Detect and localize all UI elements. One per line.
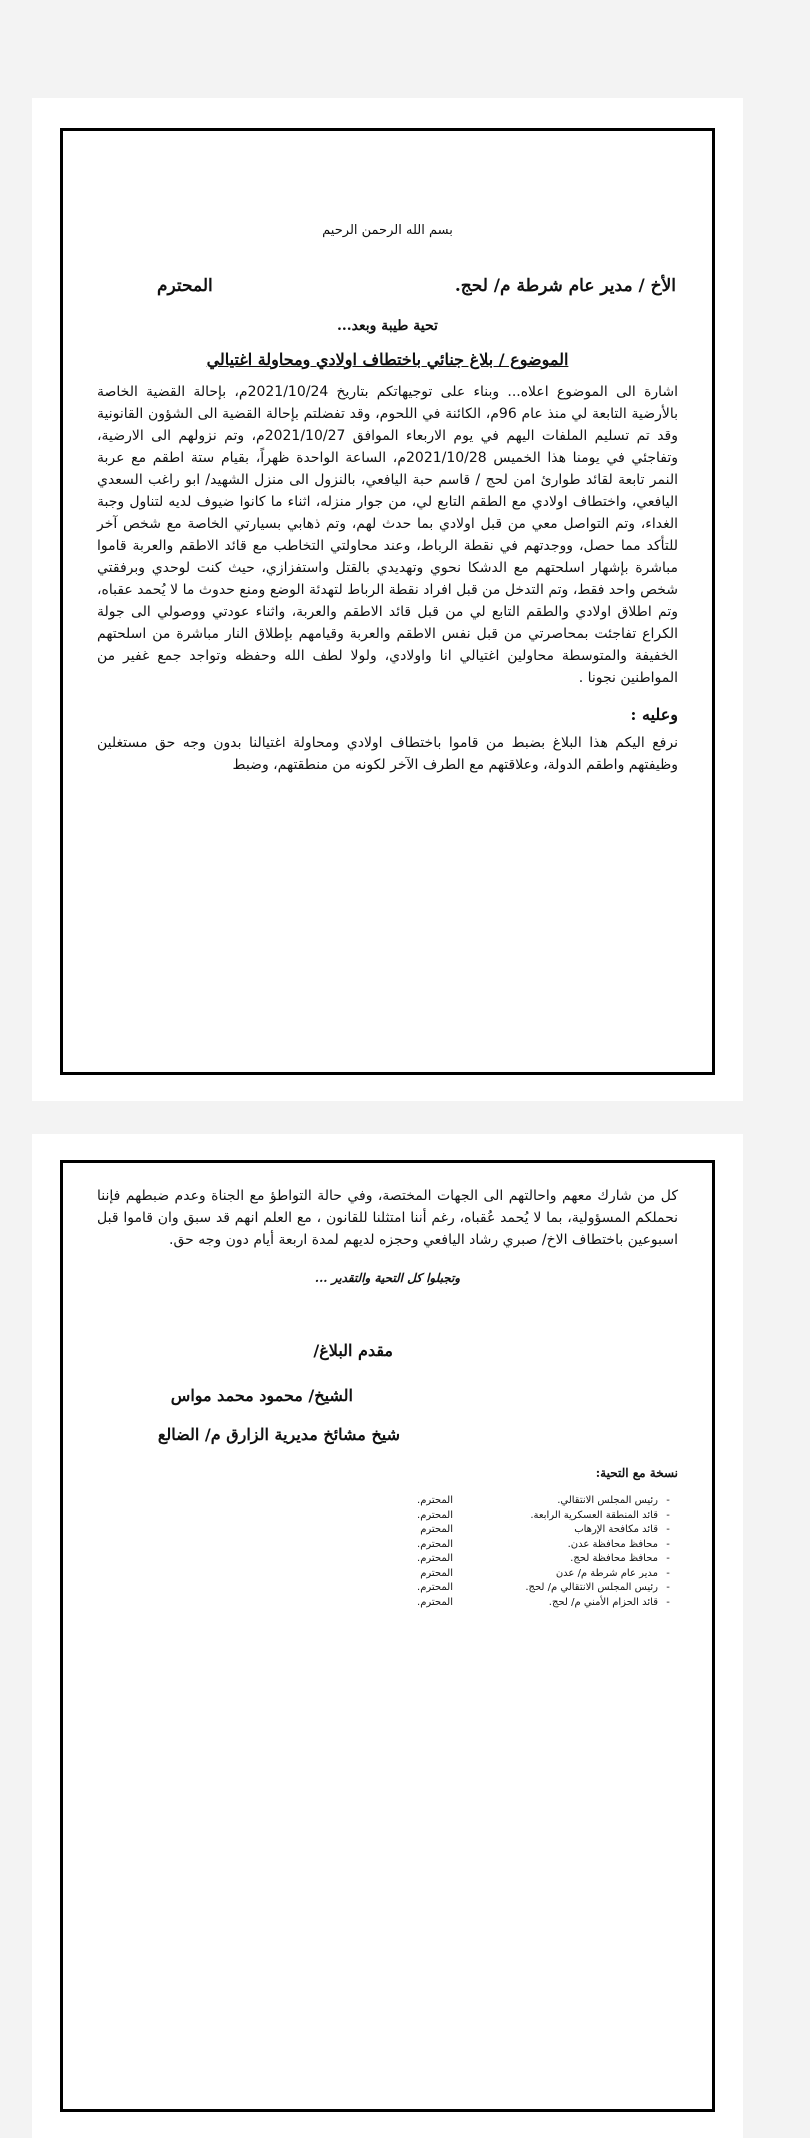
cc-bullet: - (666, 1553, 670, 1564)
cc-item (97, 1596, 678, 1611)
cc-honorific: المحترم. (417, 1538, 453, 1550)
subject-line: الموضوع / بلاغ جنائي باختطاف اولادي ومحاولة اغتيالي (206, 350, 569, 369)
continuation-paragraph: كل من شارك معهم واحالتهم الى الجهات المختصة، وفي حالة التواطؤ مع الجناة وعدم ضبطهم فإننا نحملكم المسؤولية، بما لا يُحمد عُقباه، رغم أننا امتثلنا للقانون ، مع العلم انهم قد سبق وان قاموا قبل اسبوعين باختطاف الاخ/ صبري رشاد اليافعي وحجزه لديهم لمدة اربعة أيام دون وجه حق. (97, 1188, 678, 1248)
cc-title: نسخة مع التحية: (595, 1466, 678, 1480)
cc-honorific: المحترم. (417, 1596, 453, 1608)
cc-bullet: - (666, 1495, 670, 1506)
cc-recipient: قائد المنطقة العسكرية الرابعة. (530, 1509, 658, 1521)
cc-honorific: المحترم (420, 1524, 453, 1535)
cc-recipient: محافظ محافظة لحج. (570, 1553, 658, 1564)
cc-honorific: المحترم. (417, 1509, 453, 1521)
addressee: الأخ / مدير عام شرطة م/ لحج. (454, 276, 676, 296)
addressee-row (97, 276, 678, 296)
cc-item (97, 1509, 678, 1524)
closing-line: وتجبلوا كل التحية والتقدير ... (314, 1271, 461, 1285)
page-border (60, 128, 715, 1075)
cc-item (97, 1538, 678, 1553)
cc-bullet: - (666, 1538, 670, 1550)
cc-recipient: قائد مكافحة الإرهاب (574, 1524, 658, 1535)
document-page-1 (32, 98, 743, 1101)
page-border (60, 1160, 715, 2112)
cc-recipient: محافظ محافظة عدن. (567, 1538, 658, 1550)
cc-item (97, 1581, 678, 1596)
therefore-heading: وعليه : (630, 705, 678, 724)
cc-honorific: المحترم. (417, 1582, 453, 1593)
cc-honorific: المحترم. (417, 1553, 453, 1564)
cc-bullet: - (666, 1509, 670, 1521)
body-paragraph: اشارة الى الموضوع اعلاه... وبناء على توجيهاتكم بتاريخ 2021/10/24م، بإحالة القضية الخاصة بالأرضية التابعة لي منذ عام 96م، الكائنة في اللحوم، وقد تفضلتم بإحالة القضية الى الشؤون القانونية وقد تم تسليم الملفات اليهم في يوم الاربعاء الموافق 2021/10/27م، وتم نزولهم الى الارضية، وتفاجئي في يومنا هذا الخميس 2021/10/28م، الساعة الواحدة ظهراً، بقيام ستة اطقم مع عربة النمر تابعة لقائد طوارئ امن لحج / قاسم حبة اليافعي، بالنزول الى منزل الشهيد/ ابو راغب السعدي اليافعي، واختطاف اولادي مع الطقم التابع لي، من جوار منزله، اثناء ما كانوا ضيوف لديه لتناول وجبة الغداء، وتم التواصل معي من قبل اولادي بما حدث لهم، وتم ذهابي بسيارتي الخاصة مع شخص آخر للتأكد مما حصل، ووجدتهم في نقطة الرباط، وعند محاولتي التخاطب مع قائد الاطقم والعربة قاموا مباشرة بإشهار اسلحتهم مع الدشكا نحوي وتهديدي بالقتل واستفزازي، حيث كنت لوحدي وبرفقتي شخص واحد فقط، وتم التدخل من قبل افراد نقطة الرباط لتهدئة الوضع ومنع حدوث ما لا يُحمد عقباه، وتم اطلاق اولادي والطقم التابع لي من قبل قائد الاطقم والعربة، واثناء عودتي ووصولي الى جولة الكراع تفاجئت بمحاصرتي من قبل نفس الاطقم والعربة وقيامهم بإطلاق النار مباشرة من اسلحتهم الخفيفة والمتوسطة محاولين اغتيالي انا واولادي، ولولا لطف الله وحفظه وتواجد جمع غفير من المواطنين نجونا . (97, 384, 679, 686)
cc-bullet: - (666, 1524, 670, 1535)
cc-recipient: مدير عام شرطة م/ عدن (555, 1567, 658, 1579)
cc-recipient: رئيس المجلس الانتقالي م/ لحج. (525, 1582, 658, 1593)
cc-bullet: - (666, 1582, 670, 1593)
cc-item (97, 1567, 678, 1582)
cc-item (97, 1552, 678, 1567)
submitter-title: شيخ مشائخ مديرية الزارق م/ الضالع (157, 1425, 400, 1444)
page-1-content (97, 131, 678, 776)
cc-bullet: - (666, 1567, 670, 1579)
document-page-2 (32, 1134, 743, 2138)
cc-bullet: - (666, 1596, 670, 1608)
submitter-label: مقدم البلاغ/ (313, 1341, 393, 1360)
basmala: بسم الله الرحمن الرحيم (322, 223, 453, 238)
cc-honorific: المحترم (420, 1567, 453, 1579)
honorific: المحترم (157, 276, 213, 296)
request-paragraph: نرفع اليكم هذا البلاغ بضبط من قاموا باختطاف اولادي ومحاولة اغتيالنا بدون وجه حق مستغلين وظيفتهم واطقم الدولة، وعلاقتهم مع الطرف الآخر لكونه من منطقتهم، وضبط (97, 735, 678, 773)
cc-item (97, 1494, 678, 1509)
cc-honorific: المحترم. (417, 1495, 453, 1506)
cc-recipient: رئيس المجلس الانتقالي. (557, 1495, 658, 1506)
greeting: تحية طيبة وبعد... (337, 318, 438, 334)
cc-recipient: قائد الحزام الأمني م/ لحج. (548, 1596, 658, 1608)
cc-item (97, 1523, 678, 1538)
cc-list (97, 1494, 678, 1610)
page-2-content (97, 1185, 678, 1610)
submitter-name: الشيخ/ محمود محمد مواس (170, 1386, 353, 1405)
